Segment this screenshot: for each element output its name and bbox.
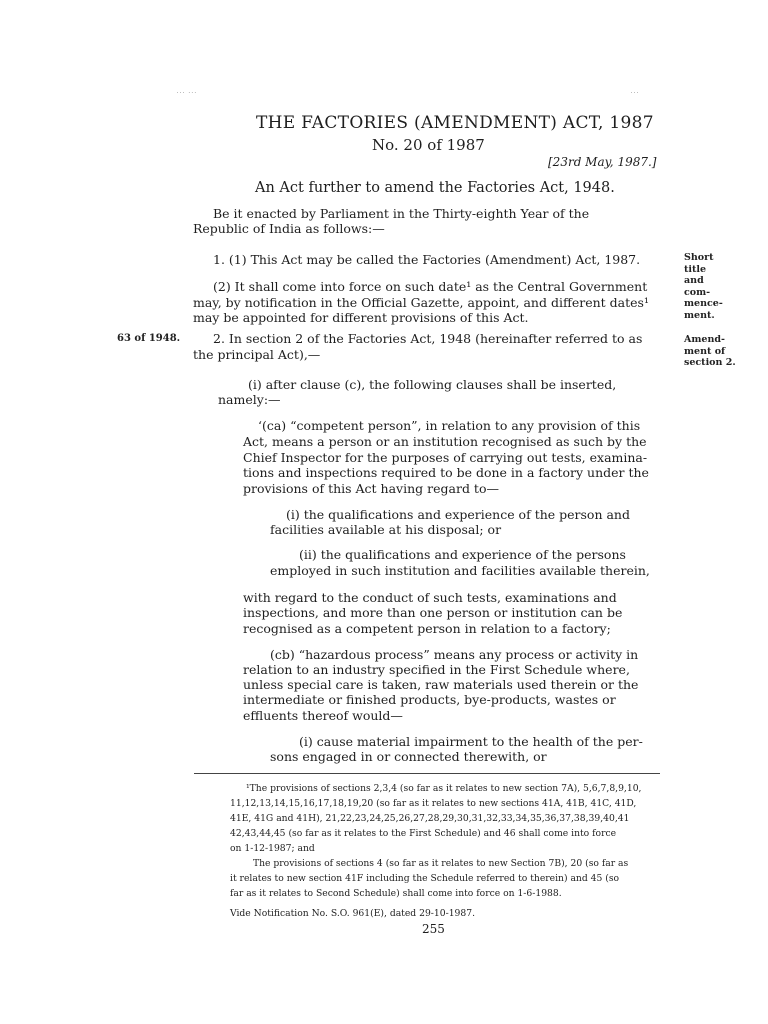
footnote-2-line-1: The provisions of sections 4 (so far as it relates to new Section 7B), 20 (so far as	[253, 858, 629, 869]
clause-ca-line-4: tions and inspections required to be done in a factory under the	[243, 465, 649, 480]
act-title: THE FACTORIES (AMENDMENT) ACT, 1987	[256, 113, 654, 133]
section-1-1: 1. (1) This Act may be called the Factories (Amendment) Act, 1987.	[213, 252, 641, 267]
clause-ca-ii-line-2: employed in such institution and facilities available therein,	[270, 563, 650, 578]
section-2-line-2: the principal Act),—	[193, 347, 321, 362]
clause-ca-tail-line-2: inspections, and more than one person or institution can be	[243, 605, 623, 620]
section-1-2-line-3: may be appointed for different provisions of this Act.	[193, 310, 529, 325]
clause-ca-line-3: Chief Inspector for the purposes of carrying out tests, examina-	[243, 450, 648, 465]
clause-ca-ii-line-1: (ii) the qualifications and experience of the persons	[299, 547, 626, 562]
clause-cb-line-2: relation to an industry specified in the First Schedule where,	[243, 662, 630, 677]
enacting-line-1: Be it enacted by Parliament in the Thirty-eighth Year of the	[213, 206, 590, 221]
footnote-2-line-3: far as it relates to Second Schedule) shall come into force on 1-6-1988.	[230, 888, 562, 899]
clause-cb-i-line-2: sons engaged in or connected therewith, or	[270, 749, 547, 764]
footnote-1-line-1: ¹The provisions of sections 2,3,4 (so far as it relates to new section 7A), 5,6,7,8,9,10,	[246, 783, 642, 794]
clause-i-line-2: namely:—	[218, 392, 281, 407]
footnote-1-line-3: 41E, 41G and 41H), 21,22,23,24,25,26,27,28,29,30,31,32,33,34,35,36,37,38,39,40,41	[230, 813, 630, 824]
enacting-line-2: Republic of India as follows:—	[193, 221, 385, 236]
clause-ca-line-1: ‘(ca) “competent person”, in relation to any provision of this	[258, 418, 641, 433]
vide-notification: Vide Notification No. S.O. 961(E), dated 29-10-1987.	[230, 908, 476, 919]
clause-cb-i-line-1: (i) cause material impairment to the health of the per-	[299, 734, 643, 749]
scan-smudge: ⋯ ⋯	[176, 88, 197, 98]
act-number: No. 20 of 1987	[372, 136, 485, 154]
footnote-1-line-2: 11,12,13,14,15,16,17,18,19,20 (so far as it relates to new sections 41A, 41B, 41C, 41D,	[230, 798, 637, 809]
clause-cb-line-1: (cb) “hazardous process” means any process or activity in	[270, 647, 639, 662]
margin-ref-63-of-1948: 63 of 1948.	[117, 333, 181, 344]
clause-cb-line-5: effluents thereof would—	[243, 708, 403, 723]
clause-ca-i-line-1: (i) the qualifications and experience of the person and	[286, 507, 630, 522]
section-1-2-line-1: (2) It shall come into force on such date¹ as the Central Government	[213, 279, 648, 294]
clause-ca-tail-line-1: with regard to the conduct of such tests, examinations and	[243, 590, 617, 605]
clause-ca-i-line-2: facilities available at his disposal; or	[270, 522, 502, 537]
clause-i-line-1: (i) after clause (c), the following clauses shall be inserted,	[248, 377, 617, 392]
footnote-2-line-2: it relates to new section 41F including the Schedule referred to therein) and 45 (so	[230, 873, 620, 884]
clause-ca-line-5: provisions of this Act having regard to—	[243, 481, 499, 496]
long-title: An Act further to amend the Factories Act, 1948.	[255, 180, 615, 196]
page-number: 255	[422, 922, 445, 936]
footnote-divider	[194, 773, 660, 774]
clause-ca-line-2: Act, means a person or an institution recognised as such by the	[243, 434, 647, 449]
footnote-1-line-4: 42,43,44,45 (so far as it relates to the First Schedule) and 46 shall come into force	[230, 828, 617, 839]
section-1-2-line-2: may, by notification in the Official Gazette, appoint, and different dates¹	[193, 295, 649, 310]
clause-ca-tail-line-3: recognised as a competent person in relation to a factory;	[243, 621, 611, 636]
margin-note-short-title: Short title and com- mence- ment.	[684, 252, 723, 321]
clause-cb-line-4: intermediate or finished products, bye-products, wastes or	[243, 692, 616, 707]
scan-smudge: ⋯	[630, 88, 639, 98]
margin-note-amendment: Amend- ment of section 2.	[684, 334, 736, 368]
act-date: [23rd May, 1987.]	[548, 155, 657, 169]
section-2-line-1: 2. In section 2 of the Factories Act, 1948 (hereinafter referred to as	[213, 331, 643, 346]
footnote-1-line-5: on 1-12-1987; and	[230, 843, 315, 854]
clause-cb-line-3: unless special care is taken, raw materials used therein or the	[243, 677, 639, 692]
